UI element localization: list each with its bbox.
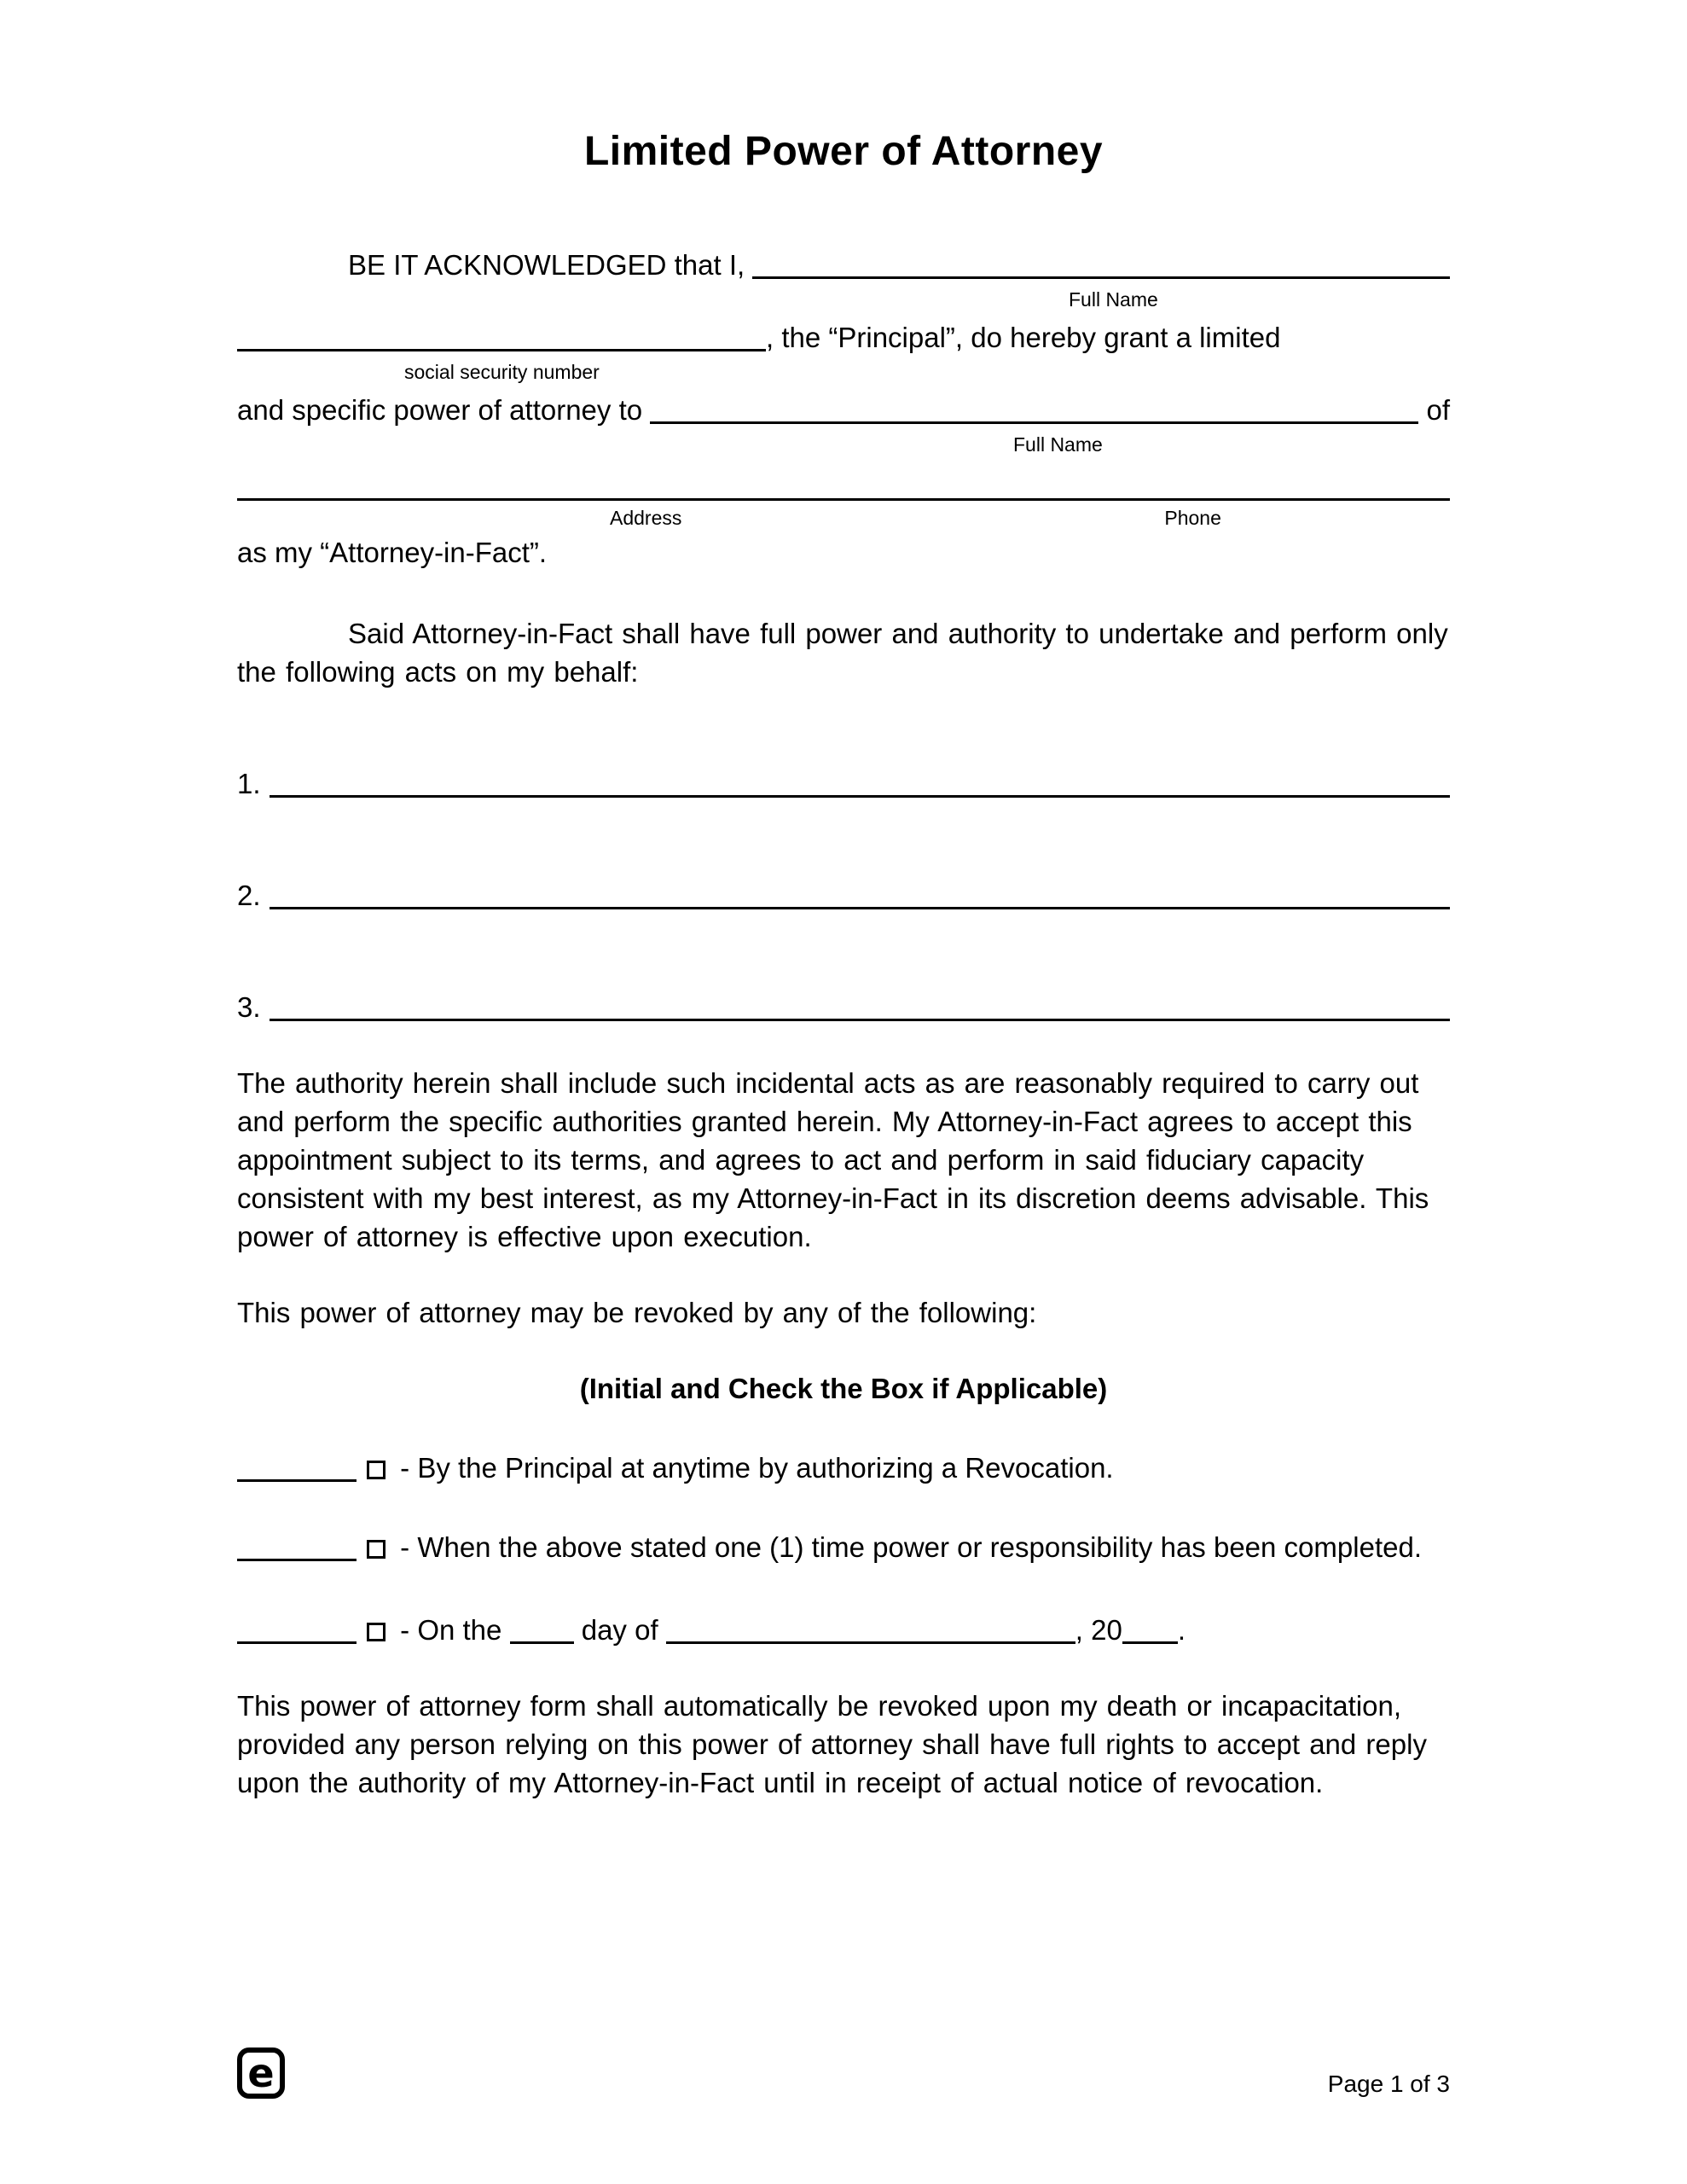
act-item-2 — [237, 876, 1450, 915]
initials-blank-3[interactable] — [237, 1641, 357, 1644]
revocation-option-3-prefix: - On the — [392, 1614, 510, 1646]
act-3-blank[interactable] — [270, 1019, 1450, 1021]
initials-blank-2[interactable] — [237, 1559, 357, 1561]
act-item-1 — [237, 764, 1450, 803]
act-number-3: 3. — [237, 991, 261, 1023]
act-2-blank[interactable] — [270, 907, 1450, 909]
day-blank[interactable] — [510, 1641, 574, 1644]
address-phone-blank[interactable] — [237, 498, 1450, 501]
revocation-checkbox-2[interactable] — [367, 1540, 386, 1559]
authority-intro-paragraph: Said Attorney-in-Fact shall have full power and authority to undertake and perform only the following acts on my behalf: — [237, 618, 1448, 688]
eforms-logo: e — [237, 2048, 285, 2099]
revocation-option-3-year-prefix: , 20 — [1075, 1614, 1122, 1646]
revocation-option-2-text: - When the above stated one (1) time power or responsibility has been completed. — [392, 1531, 1422, 1563]
revocation-checkbox-3[interactable] — [367, 1623, 386, 1641]
principal-text: , the “Principal”, do hereby grant a limited — [766, 322, 1281, 353]
document-title: Limited Power of Attorney — [583, 129, 1104, 174]
year-blank[interactable] — [1122, 1641, 1178, 1644]
page-number: Page 1 of 3 — [1327, 2071, 1450, 2097]
revocation-option-3-end: . — [1177, 1614, 1186, 1646]
authority-paragraph: The authority herein shall include such incidental acts as are reasonably required to carry out and perform the specific authorities granted herein. My Attorney-in-Fact agrees to accept this appointment subject to its terms, and agrees to act and perform in said fiduciary capacity consistent with my best interest, as my Attorney-in-Fact in its discretion deems advisable. This power of attorney is effective upon execution. — [237, 1067, 1429, 1252]
ssn-blank[interactable] — [237, 349, 766, 351]
address-label: Address — [610, 507, 682, 529]
revocation-intro: This power of attorney may be revoked by any of the following: — [237, 1297, 1037, 1328]
ssn-line — [237, 318, 1450, 357]
act-item-3 — [237, 988, 1450, 1026]
attorney-in-fact-line: as my “Attorney-in-Fact”. — [237, 537, 548, 568]
acknowledgment-line — [237, 246, 1450, 284]
initials-blank-1[interactable] — [237, 1479, 357, 1482]
closing-paragraph: This power of attorney form shall automatically be revoked upon my death or incapacitation, provided any person relying on this power of attorney shall have full rights to accept and reply upon the authority of my Attorney-in-Fact until in receipt of actual notice of revocation. — [237, 1690, 1427, 1798]
ssn-label: social security number — [404, 361, 600, 383]
revocation-checkbox-1[interactable] — [367, 1461, 386, 1479]
revocation-option-3 — [237, 1611, 1450, 1649]
act-number-1: 1. — [237, 768, 261, 799]
principal-name-blank[interactable] — [752, 276, 1450, 279]
full-name-label-1: Full Name — [1069, 288, 1158, 311]
address-phone-line — [237, 494, 1450, 501]
revocation-option-2 — [237, 1528, 1450, 1566]
full-name-label-2: Full Name — [1013, 433, 1103, 456]
revocation-option-1-text: - By the Principal at anytime by authorizing a Revocation. — [392, 1452, 1114, 1484]
page-footer — [237, 2048, 1450, 2099]
revocation-option-3-mid: day of — [573, 1614, 666, 1646]
grant-suffix-text: of — [1418, 394, 1450, 426]
grant-line — [237, 391, 1450, 429]
initial-check-heading: (Initial and Check the Box if Applicable) — [579, 1373, 1108, 1404]
revocation-option-1 — [237, 1449, 1450, 1487]
attorney-name-blank[interactable] — [650, 421, 1418, 424]
act-number-2: 2. — [237, 880, 261, 911]
grant-text: and specific power of attorney to — [237, 394, 651, 426]
act-1-blank[interactable] — [270, 795, 1450, 798]
acknowledgment-text: BE IT ACKNOWLEDGED that I, — [348, 249, 753, 281]
phone-label: Phone — [1164, 507, 1221, 529]
address-phone-labels — [237, 506, 1450, 530]
month-blank[interactable] — [666, 1641, 1075, 1644]
